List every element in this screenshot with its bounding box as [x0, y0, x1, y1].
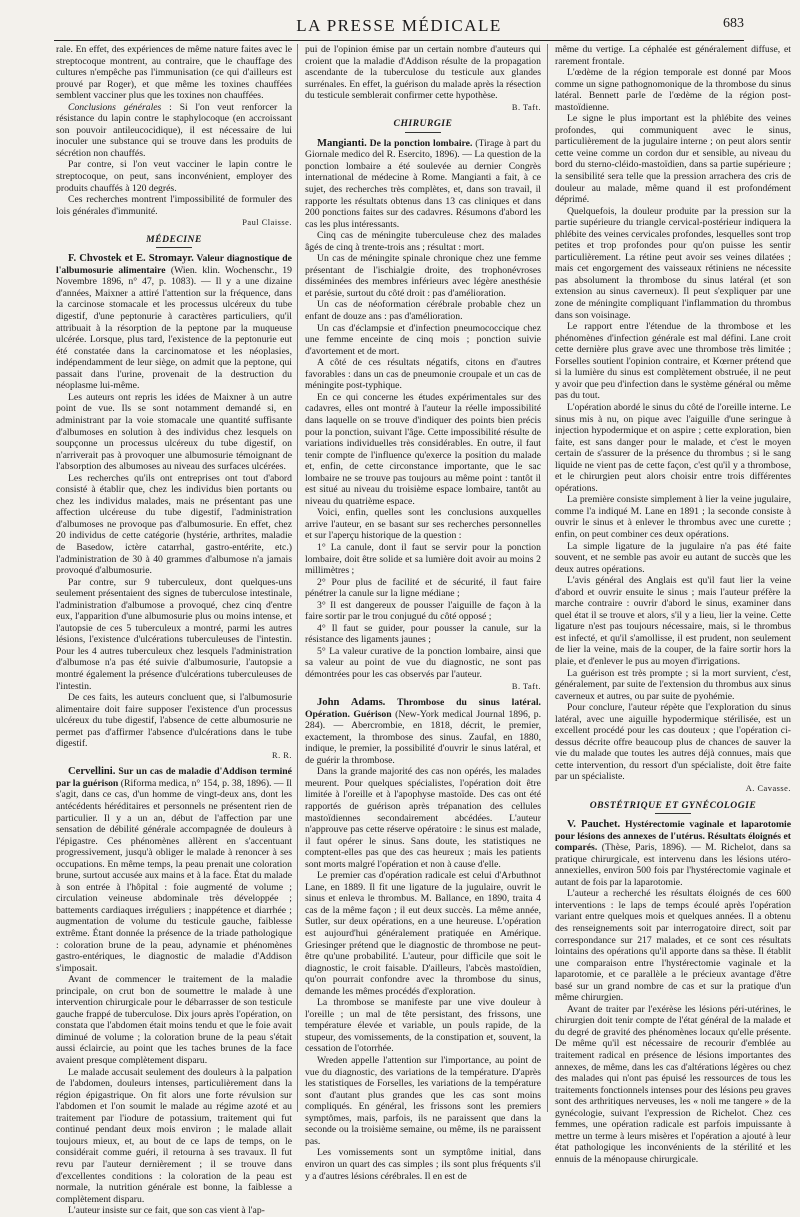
article-author: John Adams.	[317, 697, 386, 709]
paragraph: Les recherches qu'ils ont entreprises ont tout d'abord consisté à établir que, chez les individus bien portants ou chez les individus malades, mais ne présentant pas une affection ulcéreuse du tube digestif, l'administration d'albumoses ne provoque pas d'albumosurie. En effet, chez 20 individus de cette catégorie (hystérie, arthrites, maladie de Basedow, ictère catarrhal, gastro-entérite, etc.) l'administration de 30 à 40 grammes d'albumose n'a jamais provoqué d'albumosurie.	[56, 472, 292, 577]
signature: B. Taft.	[511, 681, 541, 691]
article-title: Hystérectomie vaginale et laparotomie pour lésions des annexes de l'utérus. Résultats éloignés et comparés.	[555, 819, 792, 854]
paragraph: Voici, enfin, quelles sont les conclusions auxquelles arrive l'auteur, en se basant sur ses recherches personnelles et sur l'aperçu historique de la question :	[305, 507, 541, 542]
section-rule	[655, 813, 691, 814]
column-divider	[297, 44, 298, 1112]
paragraph: Un cas de néoformation cérébrale probable chez un enfant de douze ans : pas d'amélioration.	[305, 299, 541, 323]
section-rule	[156, 247, 192, 248]
article-body: (Wien. klin. Wochenschr., 19 Novembre 1896, n° 47, p. 1083). — Il y a une dizaine d'années, Maixner a attiré l'attention sur la fréquence, dans la carcinose stomacale et les processus ulcéreux du tube digestif, d'une peptonurie à caractères particuliers, qu'il attribuait à la résorption de la peptone par la muqueuse ulcérée. Lorsque, plus tard, l'existence de la peptonurie eut été constatée dans la carcinomatose et les néoplasies, indépendamment de leur siège, on admit que la peptone, qui passait dans l'urine, provenait de la destruction du néoplasme lui-même.	[56, 264, 292, 392]
article-title: De la ponction lombaire.	[366, 137, 473, 149]
conclusion-item: 1° La canule, dont il faut se servir pour la ponction lombaire, doit être solide et sa lumière doit avoir au moins 2 millimètres ;	[305, 541, 541, 577]
signature: A. Cavasse.	[745, 784, 791, 793]
paragraph: Wreden appelle l'attention sur l'importance, au point de vue du diagnostic, des variations de la température. D'après les statistiques de Forselles, les variations de la température sont d'autant plus grandes que les cas sont moins compliqués. En général, les frissons sont les premiers symptômes, mais, parfois, ils ne paraissent que dans la seconde ou la troisième semaine, ou même, ils ne paraissent pas.	[305, 1055, 541, 1147]
paragraph: Avant de traiter par l'exérèse les lésions péri-utérines, le chirurgien doit tenir compte de l'état général de la malade et du degré de gravité des phénomènes locaux qu'elle présente. De même qu'il est nécessaire de recourir d'emblée au traitement radical en présence de lésions importantes des annexes, de même, dans les cas d'altérations légères ou chez des malades qui n'ont pas épuisé les ressources de tous les traitements fonctionnels intenses pour des lésions peu graves sont des arthritiques nerveuses, les « noli me tangere » de la gynécologie, suivant l'expression de Richelot. Chez ces femmes, une opération radicale est parfois impuissante à mettre un terme à leurs misères et l'opération a ajouté à leur état pathologique les inconvénients de la stérilité et les ennuis de la ménopause chirurgicale.	[555, 1003, 791, 1165]
section-heading-medecine: MÉDECINE	[146, 233, 202, 245]
paragraph: De ces faits, les auteurs concluent que, si l'albumosurie alimentaire doit faire supposer l'existence d'un processus ulcéreux du tube digestif, l'absence de cette albumosurie ne permet pas d'affirmer l'absence d'ulcérations dans le tube digestif.	[56, 692, 292, 750]
paragraph: Pour conclure, l'auteur répète que l'exploration du sinus latéral, avec une aiguille hypodermique stérilisée, est un excellent procédé pour les cas douteux ; que l'opération ci-dessus décrite offre beaucoup plus de chances de sauver la vie du malade que toutes les autres déjà connues, mais que cette intervention, du ressort d'un spécialiste, doit être faite par un spécialiste.	[555, 702, 791, 783]
paragraph: Conclusions générales : Si l'on veut renforcer la résistance du lapin contre le staphylocoque (en accroissant son pouvoir antileucocidique), il est nécessaire de lui inoculer une substance qui se trouve dans les produits de sécrétion non chauffés.	[56, 101, 292, 159]
paragraph: A côté de ces résultats négatifs, citons en d'autres favorables : dans un cas de pneumonie croupale et un cas de méningite post-typhique.	[305, 357, 541, 392]
paragraph: Quelquefois, la douleur produite par la pression sur la partie supérieure du triangle cervical-postérieur indiquera la phlébite des veines cervicales profondes, lesquelles sont trop petites et trop profondes pour qu'on puisse les sentir particulièrement. La rétine peut avoir ses veines dilatées ; mais cet engorgement des vaisseaux rétiniens ne nécessite pas absolument la thrombose du sinus latéral (et son extension au sinus caverneux). Il peut s'expliquer par une zone de méningite compliquant l'inflammation du thrombus dans son voisinage.	[555, 205, 791, 321]
paragraph: Par contre, sur 9 tuberculeux, dont quelques-uns seulement présentaient des signes de tuberculose intestinale, l'administration d'albumose a provoqué, chez cinq d'entre eux, l'apparition d'une albumosurie plus ou moins intense, et l'autopsie de ces 5 tuberculeux a montré, parmi les autres lésions, l'existence d'ulcérations tuberculeuses de l'intestin. Pour les 4 autres tuberculeux chez lesquels l'administration d'albumose n'a pas été suivie d'albumosurie, l'autopsie a montré également la présence d'ulcérations tuberculeuses de l'intestin.	[56, 576, 292, 692]
article-pauchet	[555, 819, 791, 888]
journal-title: LA PRESSE MÉDICALE	[296, 16, 502, 35]
paragraph: La guérison est très prompte ; si la mort survient, c'est, généralement, par suite de l'extension du thrombus aux sinus caverneux et autres, ou par suite de pyohémie.	[555, 667, 791, 702]
section-rule	[405, 132, 441, 133]
paragraph: Avant de commencer le traitement de la maladie principale, on crut bon de soumettre le malade à une intervention chirurgicale pour le débarrasser de son testicule gauche frappé de tuberculose. Dix jours après l'opération, on constata que l'abdomen était moins tendu et que le foie avait diminué de volume ; la coloration brune de la peau s'était aussi éclaircie, au point que les taches brunes de la face avaient presque complètement disparu.	[56, 974, 292, 1067]
paragraph: Le rapport entre l'étendue de la thrombose et les phénomènes d'infection générale est mal défini. Lane croit cette dernière plus grave avec une thrombose très limitée ; Forselles soutient l'opinion contraire, et Kœrner prétend que si la lumière du sinus est complètement obstruée, il ne peut y avoir que peu d'infection dans le système général ou même pas du tout.	[555, 321, 791, 402]
article-body: (Riforma medica, n° 154, p. 38, 1896). — Il s'agit, dans ce cas, d'un homme de vingt-deux ans, dont les antécédents héréditaires et personnels ne présentent rien de particulier. Il y a un an, début de l'affection par une sensation de débilité générale accompagnée de douleurs à l'épigastre. Ces phénomènes allèrent en s'accentuant progressivement, jusqu'à obliger le malade à renoncer à ses occupations. En même temps, la peau prenait une coloration brune, surtout accusée aux mains et à la face. État du malade à son entrée à l'hôpital : foie augmenté de volume ; circulation veineuse abdominale très développée ; battements cardiaques irréguliers ; inappétence et diarrhée ; augmentation de volume du testicule gauche, faiblesse extrême. Étant donnée la présence de la triade pathologique : coloration brune de la peau, adynamie et phénomènes gastro-entériques, le diagnostic de maladie d'Addison s'imposait.	[56, 777, 292, 974]
article-chvostek	[56, 253, 292, 392]
paragraph: L'avis général des Anglais est qu'il faut lier la veine d'abord et ouvrir ensuite le sinus ; mais l'auteur préfère la marche contraire : ouvrir d'abord le sinus, examiner dans quel état il se trouve et alors, s'il y a lieu, lier la veine. Cette ligature n'est pas toujours nécessaire, mais, si le thrombus est infecté, et qu'il s'amollisse, il est prudent, non seulement de lier la veine, mais de la couper, de la faire sortir hors la plaie, et d'enlever le pus au moyen d'irrigations.	[555, 575, 791, 667]
paragraph: L'auteur a recherché les résultats éloignés de ces 600 interventions : le laps de temps écoulé après l'opération variant entre quelques mois et quelques années. Il a obtenu des renseignements soit par interrogatoire direct, soit par correspondance sur 217 malades, et ce sont ces résultats lointains des opérations qu'il apporte dans sa thèse. Il établit une comparaison entre l'hystérectomie vaginale et la laparotomie, et ce parallèle a le précieux avantage d'être basé sur un grand nombre de cas et sur la pratique d'un même chirurgien.	[555, 888, 791, 1004]
paragraph: Un cas d'éclampsie et d'infection pneumococcique chez une femme enceinte de cinq mois ; ponction suivie d'avortement et de mort.	[305, 322, 541, 357]
article-author: Mangianti.	[317, 137, 367, 149]
column-3	[555, 44, 792, 1165]
paragraph: L'opération abordé le sinus du côté de l'oreille interne. Le sinus mis à nu, on pique avec l'aiguille d'une seringue à injection hypodermique et on aspire ; cette exploration, bien faite, est sans danger pour le malade, et c'est le moyen certain de s'assurer de la présence du thrombus ; si le sang liquide ne vient pas de cette façon, c'est qu'il y a thrombose, et le chirurgien peut alors choisir entre trois différentes opérations.	[555, 401, 791, 494]
article-author: F. Chvostek et E. Stromayr.	[68, 253, 194, 265]
section-heading-chirurgie: CHIRURGIE	[393, 118, 453, 130]
article-mangianti	[305, 138, 541, 230]
paragraph: L'œdème de la région temporale est donné par Moos comme un signe pathognomonique de la thrombose du sinus latéral. Bennett parle de l'œdème de la région post-mastoïdienne.	[555, 67, 791, 113]
column-1	[56, 44, 292, 1217]
section-heading-obstetrique: OBSTÉTRIQUE ET GYNÉCOLOGIE	[589, 799, 757, 811]
paragraph: Les vomissements sont un symptôme initial, dans environ un quart des cas simples ; ils sont plus fréquents s'il y a d'autres lésions cérébrales. Il en est de	[305, 1147, 541, 1182]
page-number: 683	[723, 16, 744, 31]
paragraph: Un cas de méningite spinale chronique chez une femme présentant de l'ischialgie droite, des trophonévroses disséminées des membres inférieurs avec légère anesthésie et parésie, surtout du côté droit : pas d'amélioration.	[305, 253, 541, 299]
column-2	[305, 44, 541, 1182]
paragraph: La thrombose se manifeste par une vive douleur à l'oreille ; un mal de tête persistant, des frissons, une température élevée et variable, un pouls rapide, de la stupeur, des vomissements, de la constipation et, souvent, la cessation de l'otorrhée.	[305, 997, 541, 1055]
conclusion-item: 3° Il est dangereux de pousser l'aiguille de façon à la faire sortir par le trou conjugué du côté opposé ;	[305, 599, 541, 623]
paragraph: La première consiste simplement à lier la veine jugulaire, comme l'a indiqué M. Lane en 1891 ; la seconde consiste à ouvrir le sinus et à enlever le thrombus avec une curette ; enfin, on peut combiner ces deux opérations.	[555, 494, 791, 540]
paragraph: Le signe le plus important est la phlébite des veines profondes, qui communiquent avec le sinus, particulièrement de la jugulaire interne ; on peut alors sentir cette veine comme un cordon dur et sensible, au niveau du bord du sterno-cléido-mastoïdien, dans sa partie supérieure ; la sensibilité sera telle que la pression arrachera des cris de douleur au malade, même quand il est profondément déprimé.	[555, 113, 791, 206]
signature: Paul Claisse.	[242, 218, 292, 228]
article-title: Sur un cas de maladie d'Addison terminé par la guérison	[56, 766, 292, 789]
conclusion-item: 2° Pour plus de facilité et de sécurité, il faut faire pénétrer la canule sur la ligne médiane ;	[305, 576, 541, 600]
conclusion-item: 4° Il faut se guider, pour pousser la canule, sur la résistance des ligaments jaunes ;	[305, 622, 541, 646]
paragraph: Cinq cas de méningite tuberculeuse chez des malades âgés de cinq à trente-trois ans ; résultat : mort.	[305, 230, 541, 253]
article-cervellini	[56, 766, 292, 974]
article-author: V. Pauchet.	[567, 819, 621, 831]
column-divider	[547, 44, 548, 1112]
paragraph: Le premier cas d'opération radicale est celui d'Arbuthnot Lane, en 1889. Il fit une ligature de la jugulaire, ouvrit le sinus et enleva le thrombus. M. Ballance, en 1890, traita 4 cas de la même façon ; il eut deux succès. La même année, Sutler, sur deux opérations, en a une heureuse. L'opération est aujourd'hui généralement pratiquée en Amérique. Griesinger prétend que le diagnostic de thrombose ne peut-être qu'une probabilité. L'auteur, pour difficile que soit le diagnostic, le croit faisable. D'ailleurs, l'abcès mastoïdien, qu'on pourrait confondre avec la thrombose du sinus, demande les mêmes procédés d'exploration.	[305, 870, 541, 997]
article-body: (New-York medical Journal 1896, p. 284). — Abercrombie, en 1818, décrit, le premier, exactement, la thrombose des sinus. Zaufal, en 1880, indique, le premier, la possibilité d'ouvrir le sinus latéral, et de guérir la thrombose.	[305, 708, 541, 766]
signature: R. R.	[272, 750, 292, 760]
paragraph: Par contre, si l'on veut vacciner le lapin contre le streptocoque, on peut, sans inconvénient, employer des produits chauffés à 120 degrés.	[56, 159, 292, 194]
paragraph: L'auteur insiste sur ce fait, que son cas vient à l'ap-	[68, 1205, 265, 1217]
article-body: (Thèse, Paris, 1896). — M. Richelot, dans sa pratique chirurgicale, est intervenu dans les lésions utéro-annexielles, environ 500 fois par l'hystérectomie vaginale et autant de fois par la laparotomie.	[555, 842, 791, 888]
article-title: Thrombose du sinus latéral. Opération. Guérison	[305, 697, 541, 720]
paragraph: même du vertige. La céphalée est généralement diffuse, et rarement frontale.	[555, 44, 791, 67]
article-adams	[305, 697, 541, 766]
paragraph: pui de l'opinion émise par un certain nombre d'auteurs qui croient que la maladie d'Addison résulte de la propagation ascendante de la tuberculose du testicule aux glandes surrénales. En effet, la guérison du malade après la résection du testicule semblerait confirmer cette hypothèse.	[305, 44, 541, 102]
conclusions-label: Conclusions générales	[68, 101, 162, 113]
signature: B. Taft.	[511, 102, 541, 112]
page-header	[54, 10, 744, 41]
paragraph: Dans la grande majorité des cas non opérés, les malades meurent. Pour quelques spécialistes, l'opération doit être limitée à l'oreille et à l'apophyse mastoïde. Des cas ont été rapportés de guérison après trépanation des cellules mastoïdiennes secondairement abcédées. L'auteur n'approuve pas cette réserve opératoire : le sinus est malade, il faut opérer le sinus. Sans doute, les statistiques ne comptent-elles pas que des cas heureux ; mais les patients sont morts malgré l'opération et non à cause d'elle.	[305, 766, 541, 870]
paragraph: Le malade accusait seulement des douleurs à la palpation de l'abdomen, douleurs intenses, particulièrement dans la région épigastrique. On fit alors une forte révulsion sur l'abdomen et l'on soumit le malade au régime azoté et au traitement par l'iodure de potassium, traitement qui fut continué pendant deux mois environ ; le malade allait toujours mieux, et, au bout de ce laps de temps, on le considérait comme guéri, il retourna à ses travaux. Il fut revu par l'auteur dernièrement ; il se trouve dans d'excellentes conditions : la coloration de la peau est normale, la nutrition générale est bonne, la faiblesse a complètement disparu.	[56, 1066, 292, 1205]
paragraph: rale. En effet, des expériences de même nature faites avec le streptocoque montrent, au contraire, que le chauffage des cultures n'empêche pas l'immunisation (ce qui d'ailleurs est prouvé par Roger), et que même les toxines chauffées semblent vacciner plus que les toxines non chauffées.	[56, 44, 292, 102]
paragraph: En ce qui concerne les études expérimentales sur des cadavres, elles ont montré à l'auteur la réelle impossibilité dans laquelle on se trouve d'indiquer des points bien précis pour la ponction, suivant l'âge. Cette impossibilité résulte de variations individuelles très considérables. En outre, il faut tenir compte de l'influence qu'exerce la position du malade et, enfin, de cette circonstance importante, que le sac lombaire ne se trouve pas toujours au même point : tantôt il est situé au niveau du troisième espace lombaire, tantôt au niveau du quatrième espace.	[305, 391, 541, 507]
paragraph: Les auteurs ont repris les idées de Maixner à un autre point de vue. Ils se sont notamment demandé si, en administrant par la voie stomacale une quantité suffisante d'albumoses en solution à des individus chez lesquels on soupçonne un processus ulcéreux du tube digestif, on n'arriverait pas à provoquer une albumosurie témoignant de l'absorption des albumoses au niveau des surfaces ulcérées.	[56, 391, 292, 473]
article-title: Valeur diagnostique de l'albumosurie alimentaire	[56, 253, 292, 276]
paragraph: Ces recherches montrent l'impossibilité de formuler des lois générales d'immunité.	[56, 194, 292, 217]
conclusion-item: 5° La valeur curative de la ponction lombaire, ainsi que sa valeur au point de vue du diagnostic, ne sont pas démontrées pour les cas observés par l'auteur.	[305, 645, 541, 680]
paragraph: La simple ligature de la jugulaire n'a pas été faite souvent, et ne semble pas avoir eu autant de succès que les deux autres opérations.	[555, 540, 791, 575]
article-body: (Tirage à part du Giornale medico del R. Esercito, 1896). — La question de la ponction lombaire a été soulevée au dernier Congrès international de médecine à Rome. Mangianti a fait, à ce sujet, des recherches très complètes, et, dans son travail, il rapporte les résultats obtenus dans 13 cas cliniques et dans 200 ponctions faites sur des cadavres. Résumons d'abord les cas les plus intéressants.	[305, 137, 541, 230]
article-author: Cervellini.	[68, 766, 116, 778]
